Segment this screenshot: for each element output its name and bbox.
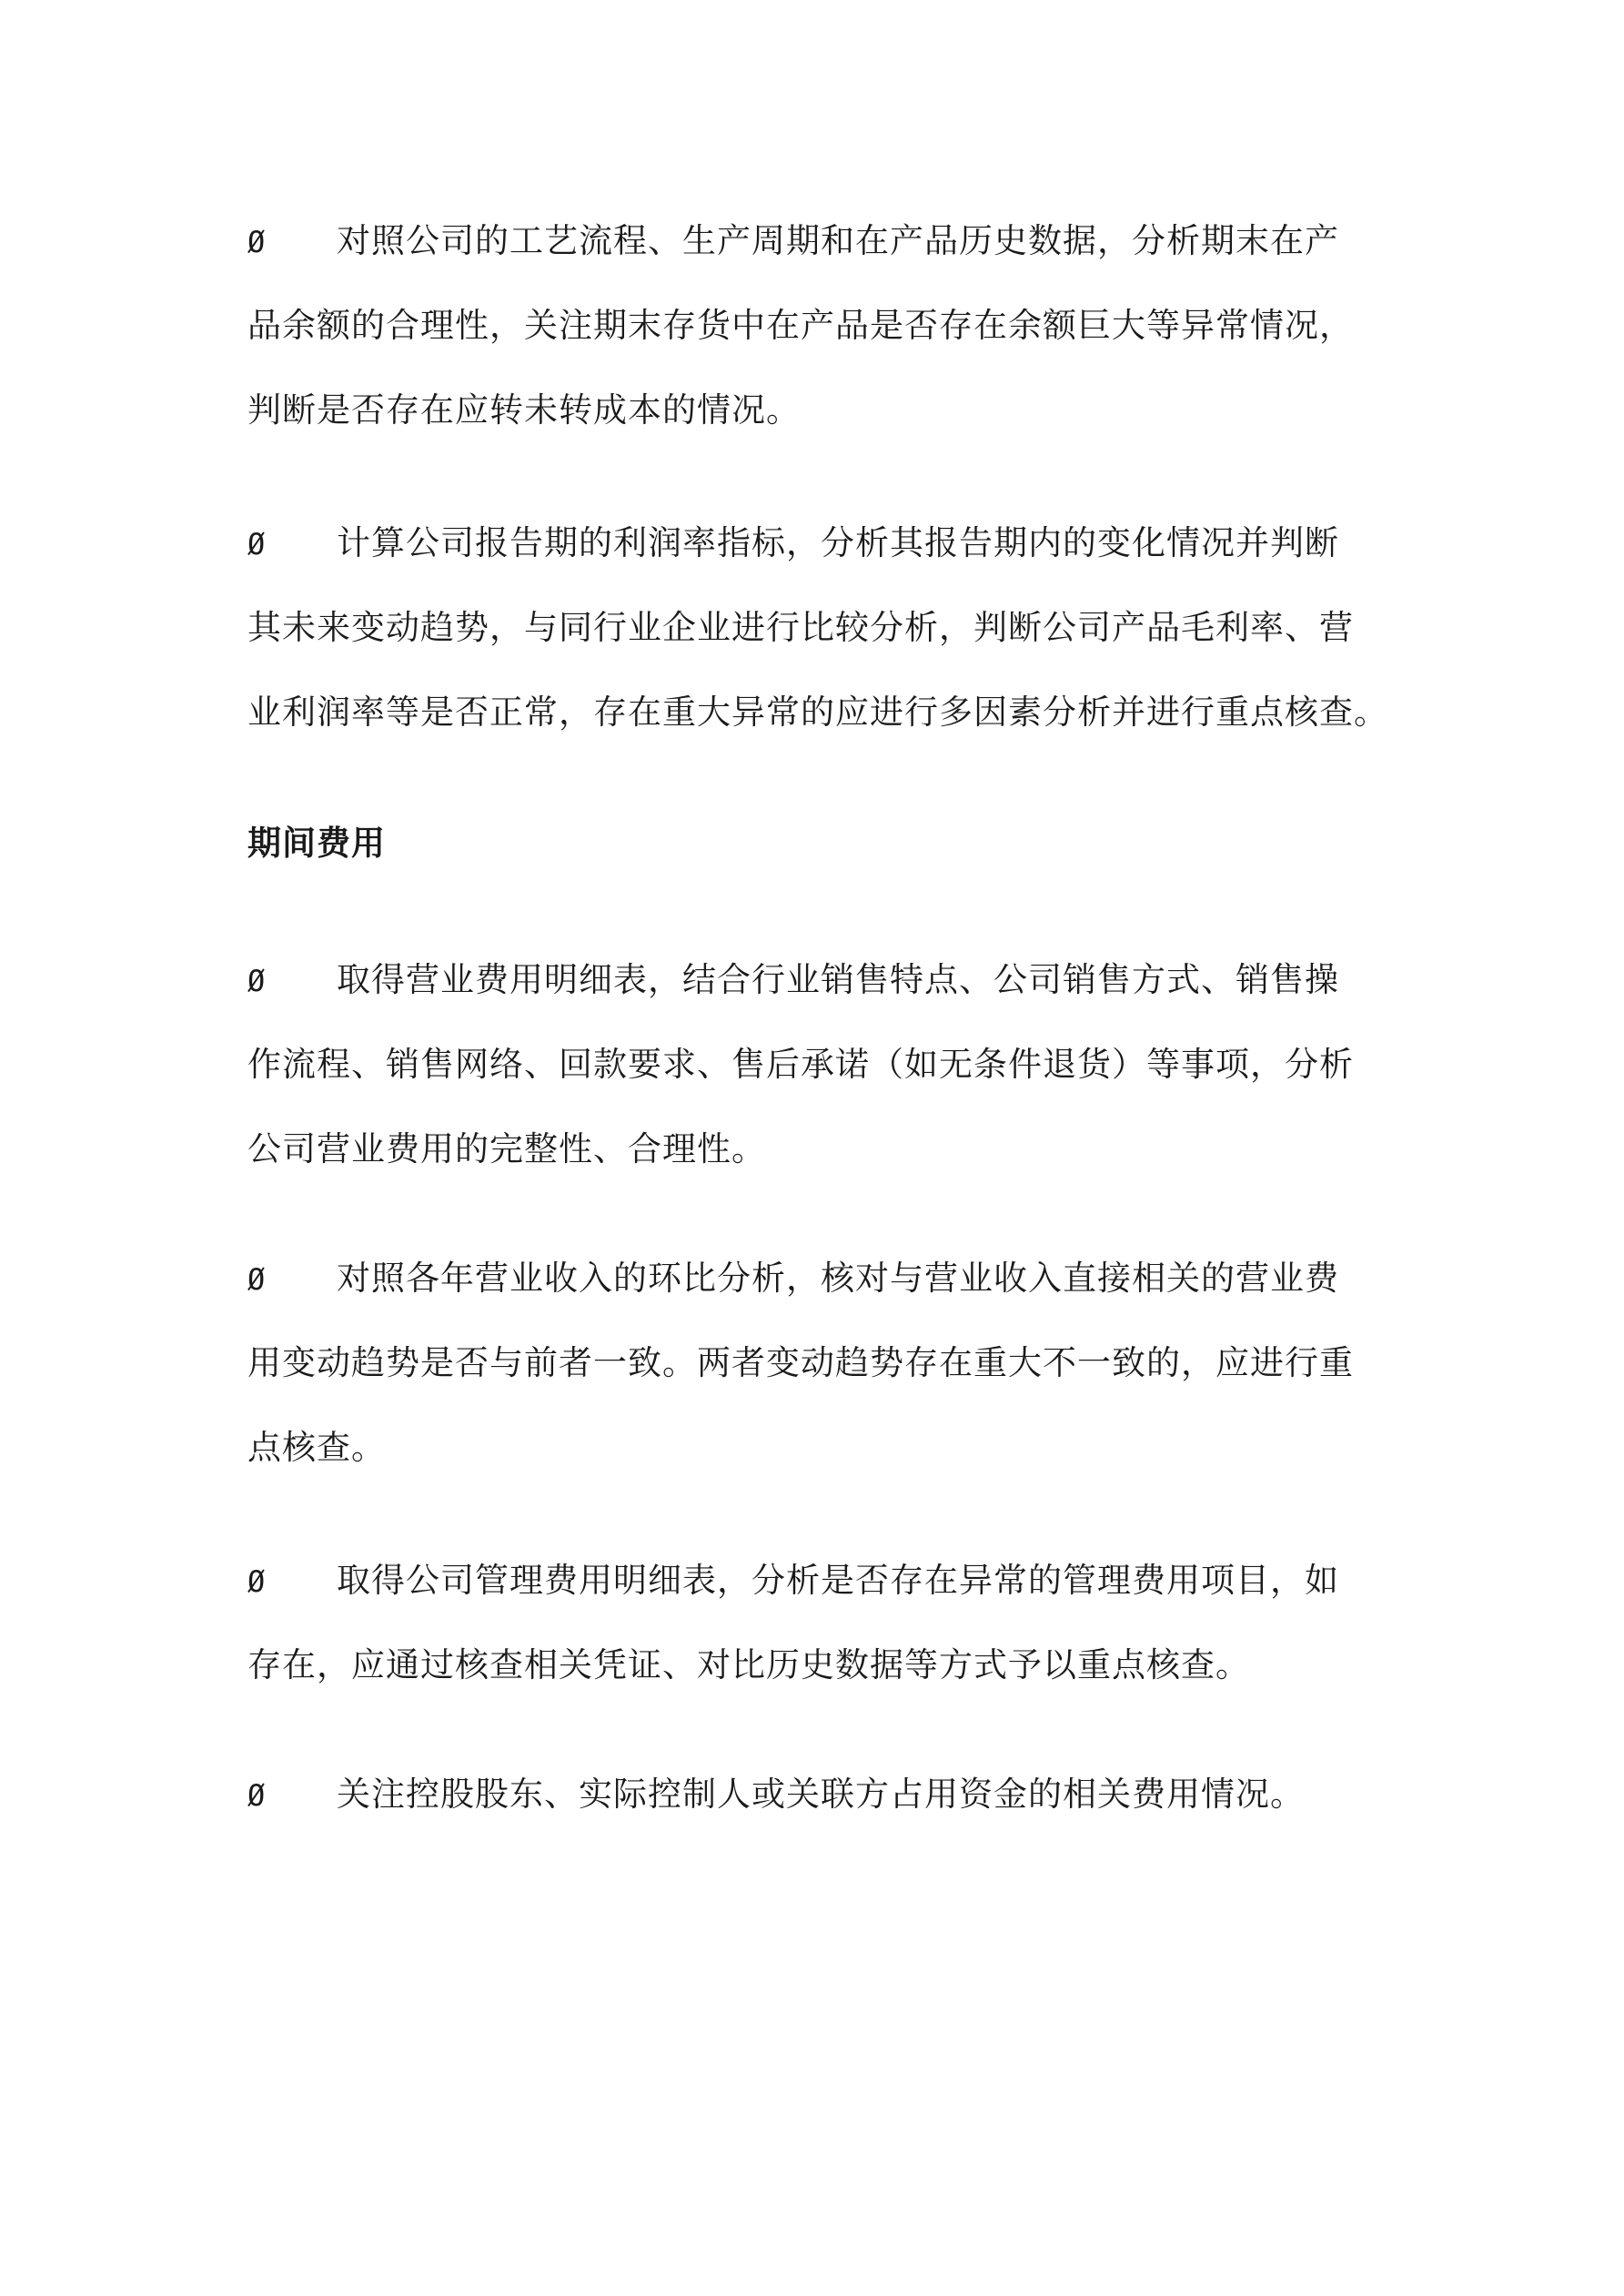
line-text: 对照各年营业收入的环比分析，核对与营业收入直接相关的营业费: [337, 1259, 1339, 1298]
bullet-marker: Ø: [247, 1564, 267, 1599]
line-text: 取得营业费用明细表，结合行业销售特点、公司销售方式、销售操: [337, 960, 1339, 999]
bullet-marker: Ø: [247, 1262, 267, 1297]
paragraph-line: [247, 198, 1405, 283]
bullet-paragraph: [247, 1236, 1405, 1490]
paragraph-line: [247, 1752, 1405, 1836]
paragraph-line: 业利润率等是否正常，存在重大异常的应进行多因素分析并进行重点核查。: [247, 693, 1388, 732]
paragraph-line: 公司营业费用的完整性、合理性。: [247, 1129, 766, 1168]
line-text: 对照公司的工艺流程、生产周期和在产品历史数据，分析期末在产: [337, 221, 1339, 260]
bullet-marker: Ø: [247, 225, 267, 259]
bullet-paragraph: [247, 1538, 1405, 1707]
paragraph-line: [247, 937, 1405, 1022]
line-text: 取得公司管理费用明细表，分析是否存在异常的管理费用项目，如: [337, 1561, 1339, 1600]
line-text: 关注控股股东、实际控制人或关联方占用资金的相关费用情况。: [337, 1775, 1305, 1814]
paragraph-line: 品余额的合理性，关注期末存货中在产品是否存在余额巨大等异常情况，: [247, 306, 1354, 345]
paragraph-line: [247, 1538, 1405, 1623]
paragraph-line: [247, 501, 1405, 585]
paragraph-line: [247, 1236, 1405, 1320]
paragraph-line: 判断是否存在应转未转成本的情况。: [247, 390, 801, 430]
paragraph-line: 点核查。: [247, 1428, 386, 1467]
line-text: 计算公司报告期的利润率指标，分析其报告期内的变化情况并判断: [337, 523, 1339, 562]
bullet-marker: Ø: [247, 527, 267, 561]
bullet-paragraph: [247, 937, 1405, 1191]
section-heading: 期间费用: [247, 824, 386, 863]
paragraph-line: 其未来变动趋势，与同行业企业进行比较分析，判断公司产品毛利率、营: [247, 608, 1354, 647]
bullet-marker: Ø: [247, 1778, 267, 1813]
paragraph-line: 作流程、销售网络、回款要求、售后承诺（如无条件退货）等事项，分析: [247, 1045, 1354, 1084]
bullet-paragraph: [247, 501, 1405, 754]
paragraph-line: 存在，应通过核查相关凭证、对比历史数据等方式予以重点核查。: [247, 1645, 1250, 1684]
bullet-marker: Ø: [247, 964, 267, 998]
paragraph-line: 用变动趋势是否与前者一致。两者变动趋势存在重大不一致的，应进行重: [247, 1343, 1354, 1382]
bullet-paragraph: [247, 198, 1405, 452]
bullet-paragraph: [247, 1752, 1405, 1836]
